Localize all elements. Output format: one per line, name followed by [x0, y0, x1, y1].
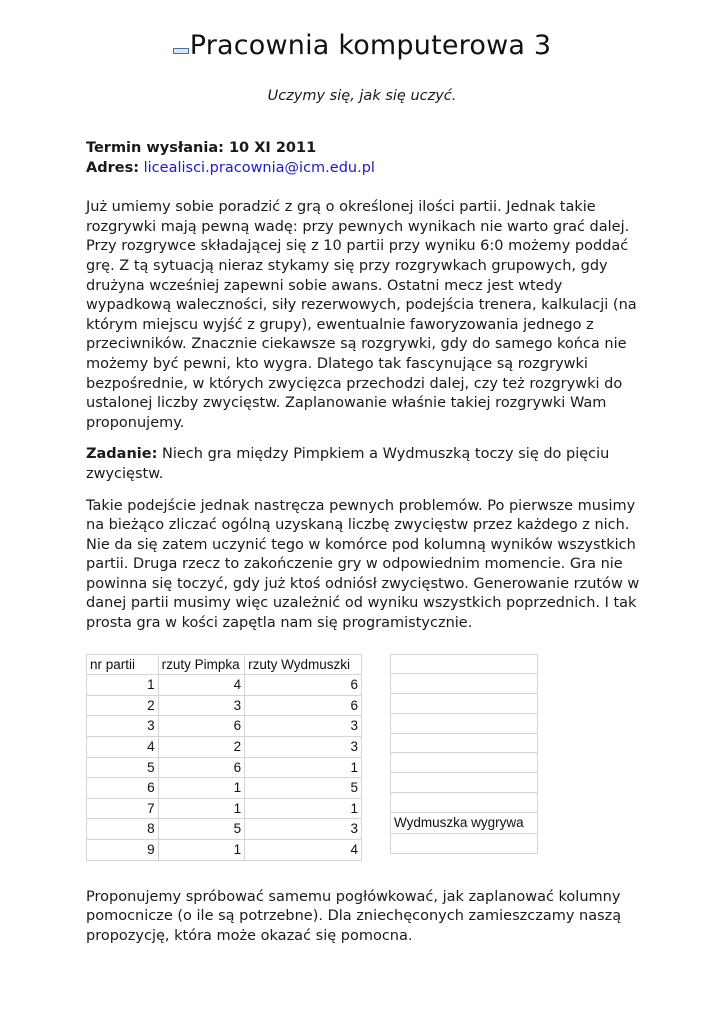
table-cell: 1	[158, 798, 245, 819]
email-link[interactable]: licealisci.pracownia@icm.edu.pl	[143, 159, 375, 176]
table-cell: 6	[87, 778, 159, 799]
table-cell: 8	[87, 819, 159, 840]
table-cell: 3	[158, 695, 245, 716]
grid-cell	[391, 753, 538, 773]
table-row	[87, 737, 362, 758]
task-paragraph	[86, 445, 646, 484]
address-line	[86, 159, 646, 179]
grid-cell	[391, 792, 538, 812]
table-cell: 6	[245, 675, 362, 696]
column-header: nr partii	[87, 654, 159, 675]
table-cell: 2	[158, 737, 245, 758]
task-label: Zadanie:	[86, 446, 158, 463]
table-cell: 1	[87, 675, 159, 696]
table-cell: 4	[158, 675, 245, 696]
problems-paragraph: Takie podejście jednak nastręcza pewnych problemów. Po pierwsze musimy na bieżąco zliczać ogólną uzyskaną liczbę zwycięstw przez każdego z nich. Nie da się zatem uczynić tego w komórce pod kolumną wyników wszystkich partii. Druga rzecz to zakończenie gry w odpowiednim momencie. Gra nie powinna się toczyć, gdy już ktoś odniósł zwycięstwo. Generowanie rzutów w danej partii musimy więc uzależnić od wyniku wszystkich poprzednich. I tak prosta gra w kości zapętla nam się programistycznie.	[86, 497, 640, 632]
grid-cell	[391, 833, 538, 853]
deadline-label: Termin wysłania: 10 XI 2011	[86, 140, 317, 156]
table-row	[87, 819, 362, 840]
intro-paragraph: Już umiemy sobie poradzić z grą o określonej ilości partii. Jednak takie rozgrywki mają pewną wadę: przy pewnych wynikach nie warto grać dalej. Przy rozgrywce składającej się z 10 partii przy wyniku 6:0 możemy poddać grę. Z tą sytuacją nieraz stykamy się przy rozgrywkach grupowych, gdy drużyna wcześniej zapewni sobie awans. Ostatni mecz jest wtedy wypadkową waleczności, siły rezerwowych, podejścia trenera, kalkulacji (na którym miejscu wyjść z grupy), ewentualnie faworyzowania jednego z przeciwników. Znacznie ciekawsze są rozgrywki, gdy do samego końca nie możemy być pewni, kto wygra. Dlatego tak fascynujące są rozgrywki bezpośrednie, w których zwycięzca przechodzi dalej, czy też rozgrywki do ustalonej liczby zwycięstw. Zaplanowanie właśnie takiej rozgrywki Wam proponujemy.	[86, 199, 637, 431]
column-header: rzuty Wydmuszki	[245, 654, 362, 675]
meta-block	[86, 139, 646, 178]
table-cell: 3	[245, 819, 362, 840]
results-table	[86, 654, 362, 861]
result-cell: Wydmuszka wygrywa	[391, 812, 538, 833]
table-cell: 5	[87, 757, 159, 778]
grid-cell	[391, 773, 538, 793]
table-cell: 1	[245, 757, 362, 778]
task-text: Niech gra między Pimpkiem a Wydmuszką toczy się do pięciu zwycięstw.	[86, 446, 610, 482]
page-title: Pracownia komputerowa 3	[189, 30, 552, 61]
helper-grid	[390, 654, 538, 854]
table-cell: 1	[158, 778, 245, 799]
deadline-line	[86, 139, 646, 159]
table-row	[87, 840, 362, 861]
table-row	[87, 675, 362, 696]
table-cell: 5	[158, 819, 245, 840]
table-header-row	[87, 654, 362, 675]
table-cell: 6	[158, 757, 245, 778]
grid-cell	[391, 713, 538, 733]
title-block	[0, 30, 724, 61]
grid-cell	[391, 654, 538, 674]
document-body	[86, 139, 646, 946]
table-cell: 7	[87, 798, 159, 819]
table-row	[87, 695, 362, 716]
table-row	[87, 798, 362, 819]
table-cell: 4	[245, 840, 362, 861]
table-row	[87, 757, 362, 778]
table-cell: 5	[245, 778, 362, 799]
table-row	[87, 778, 362, 799]
spreadsheet-figure	[86, 654, 646, 856]
address-label: Adres:	[86, 159, 140, 176]
table-cell: 2	[87, 695, 159, 716]
column-header: rzuty Pimpka	[158, 654, 245, 675]
anchor-icon	[173, 48, 189, 54]
table-cell: 3	[245, 737, 362, 758]
closing-paragraph: Proponujemy spróbować samemu pogłówkować, jak zaplanować kolumny pomocnicze (o ile są potrzebne). Dla zniechęconych zamieszczamy naszą propozycję, która może okazać się pomocna.	[86, 888, 622, 944]
table-cell: 6	[158, 716, 245, 737]
table-cell: 6	[245, 695, 362, 716]
grid-cell	[391, 674, 538, 694]
table-cell: 1	[158, 840, 245, 861]
table-cell: 3	[245, 716, 362, 737]
table-row	[87, 716, 362, 737]
page-subtitle: Uczymy się, jak się uczyć.	[267, 88, 457, 104]
table-cell: 3	[87, 716, 159, 737]
grid-cell	[391, 733, 538, 753]
grid-cell	[391, 694, 538, 714]
table-cell: 9	[87, 840, 159, 861]
table-cell: 1	[245, 798, 362, 819]
table-cell: 4	[87, 737, 159, 758]
